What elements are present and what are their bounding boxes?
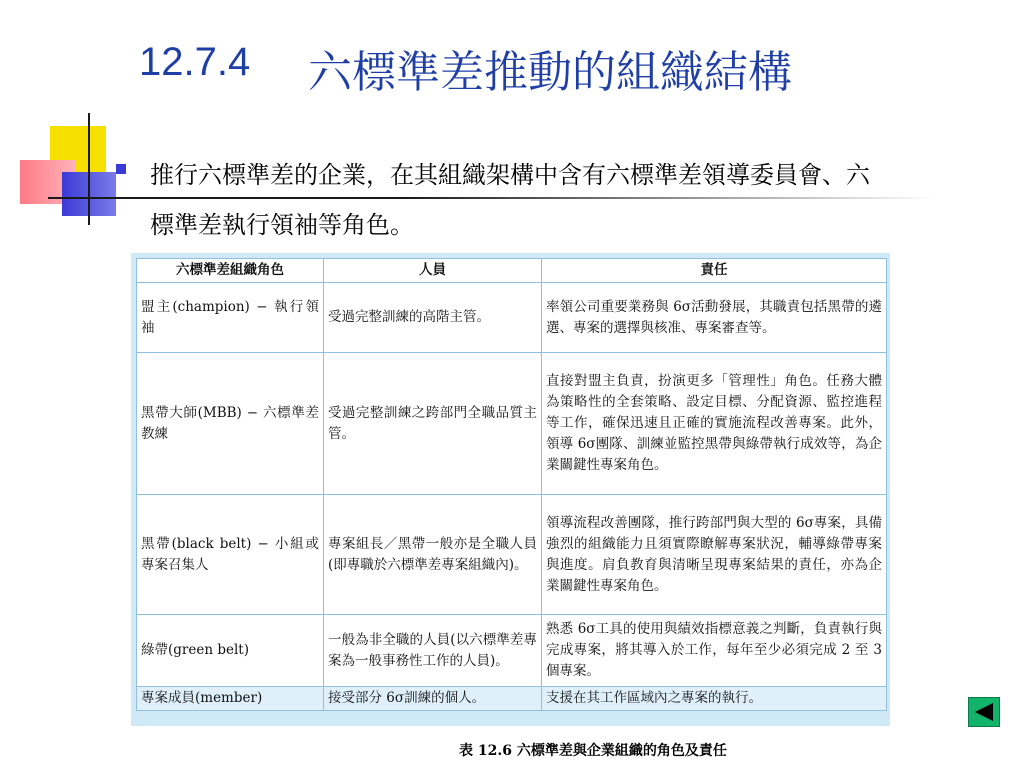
cell-role: 綠帶(green belt): [137, 615, 324, 687]
table-row: [137, 353, 887, 495]
bullet-text: [150, 150, 1010, 250]
cell-responsibility: 熟悉 6σ工具的使用與績效指標意義之判斷，負責執行與完成專案，將其導入於工作，每年至少必須完成 2 至 3 個專案。: [542, 615, 887, 687]
table-row: [137, 283, 887, 353]
bullet-line-1: 推行六標準差的企業，在其組織架構中含有六標準差領導委員會、六: [150, 161, 870, 189]
table-row: [137, 687, 887, 711]
cell-personnel: 受過完整訓練的高階主管。: [324, 283, 542, 353]
cell-personnel: 受過完整訓練之跨部門全職品質主管。: [324, 353, 542, 495]
cell-role: 黑帶(black belt) − 小組或專案召集人: [137, 495, 324, 615]
title-number: 12.7.4: [139, 40, 251, 84]
cell-responsibility: 率領公司重要業務與 6σ活動發展，其職責包括黑帶的遴選、專案的選擇與核准、專案審查等。: [542, 283, 887, 353]
table-row: [137, 615, 887, 687]
header-responsibility: 責任: [542, 259, 887, 283]
cell-role: 黑帶大師(MBB) − 六標準差教練: [137, 353, 324, 495]
table-frame: [131, 253, 890, 726]
bullet-line-2: 標準差執行領袖等角色。: [150, 211, 414, 239]
table-header-row: [137, 259, 887, 283]
vertical-rule: [88, 113, 90, 225]
cell-personnel: 一般為非全職的人員(以六標準差專案為一般事務性工作的人員)。: [324, 615, 542, 687]
back-arrow-icon: [972, 701, 996, 723]
roles-table: [136, 258, 887, 711]
cell-responsibility: 領導流程改善團隊，推行跨部門與大型的 6σ專案，具備強烈的組織能力且須實際瞭解專案狀況，輔導綠帶專案與進度。肩負教育與清晰呈現專案結果的責任，亦為企業關鍵性專案角色。: [542, 495, 887, 615]
cell-personnel: 接受部分 6σ訓練的個人。: [324, 687, 542, 711]
cell-responsibility: 直接對盟主負責，扮演更多「管理性」角色。任務大體為策略性的全套策略、設定目標、分配資源、監控進程等工作，確保迅速且正確的實施流程改善專案。此外，領導 6σ團隊、訓練並監控黑帶與綠帶執行成效等，為企業關鍵性專案角色。: [542, 353, 887, 495]
table-caption: 表 12.6 六標準差與企業組織的角色及責任: [459, 743, 727, 759]
cell-role: 專案成員(member): [137, 687, 324, 711]
back-button[interactable]: [968, 697, 1000, 727]
bullet-icon: [116, 164, 126, 174]
cell-role: 盟主(champion) − 執行領袖: [137, 283, 324, 353]
decorative-blocks: [0, 0, 140, 240]
cell-personnel: 專案組長／黑帶一般亦是全職人員(即專職於六標準差專案組織內)。: [324, 495, 542, 615]
header-role: 六標準差組織角色: [137, 259, 324, 283]
slide-title: 六標準差推動的組織結構: [308, 47, 792, 98]
cell-responsibility: 支援在其工作區域內之專案的執行。: [542, 687, 887, 711]
header-personnel: 人員: [324, 259, 542, 283]
table-row: [137, 495, 887, 615]
